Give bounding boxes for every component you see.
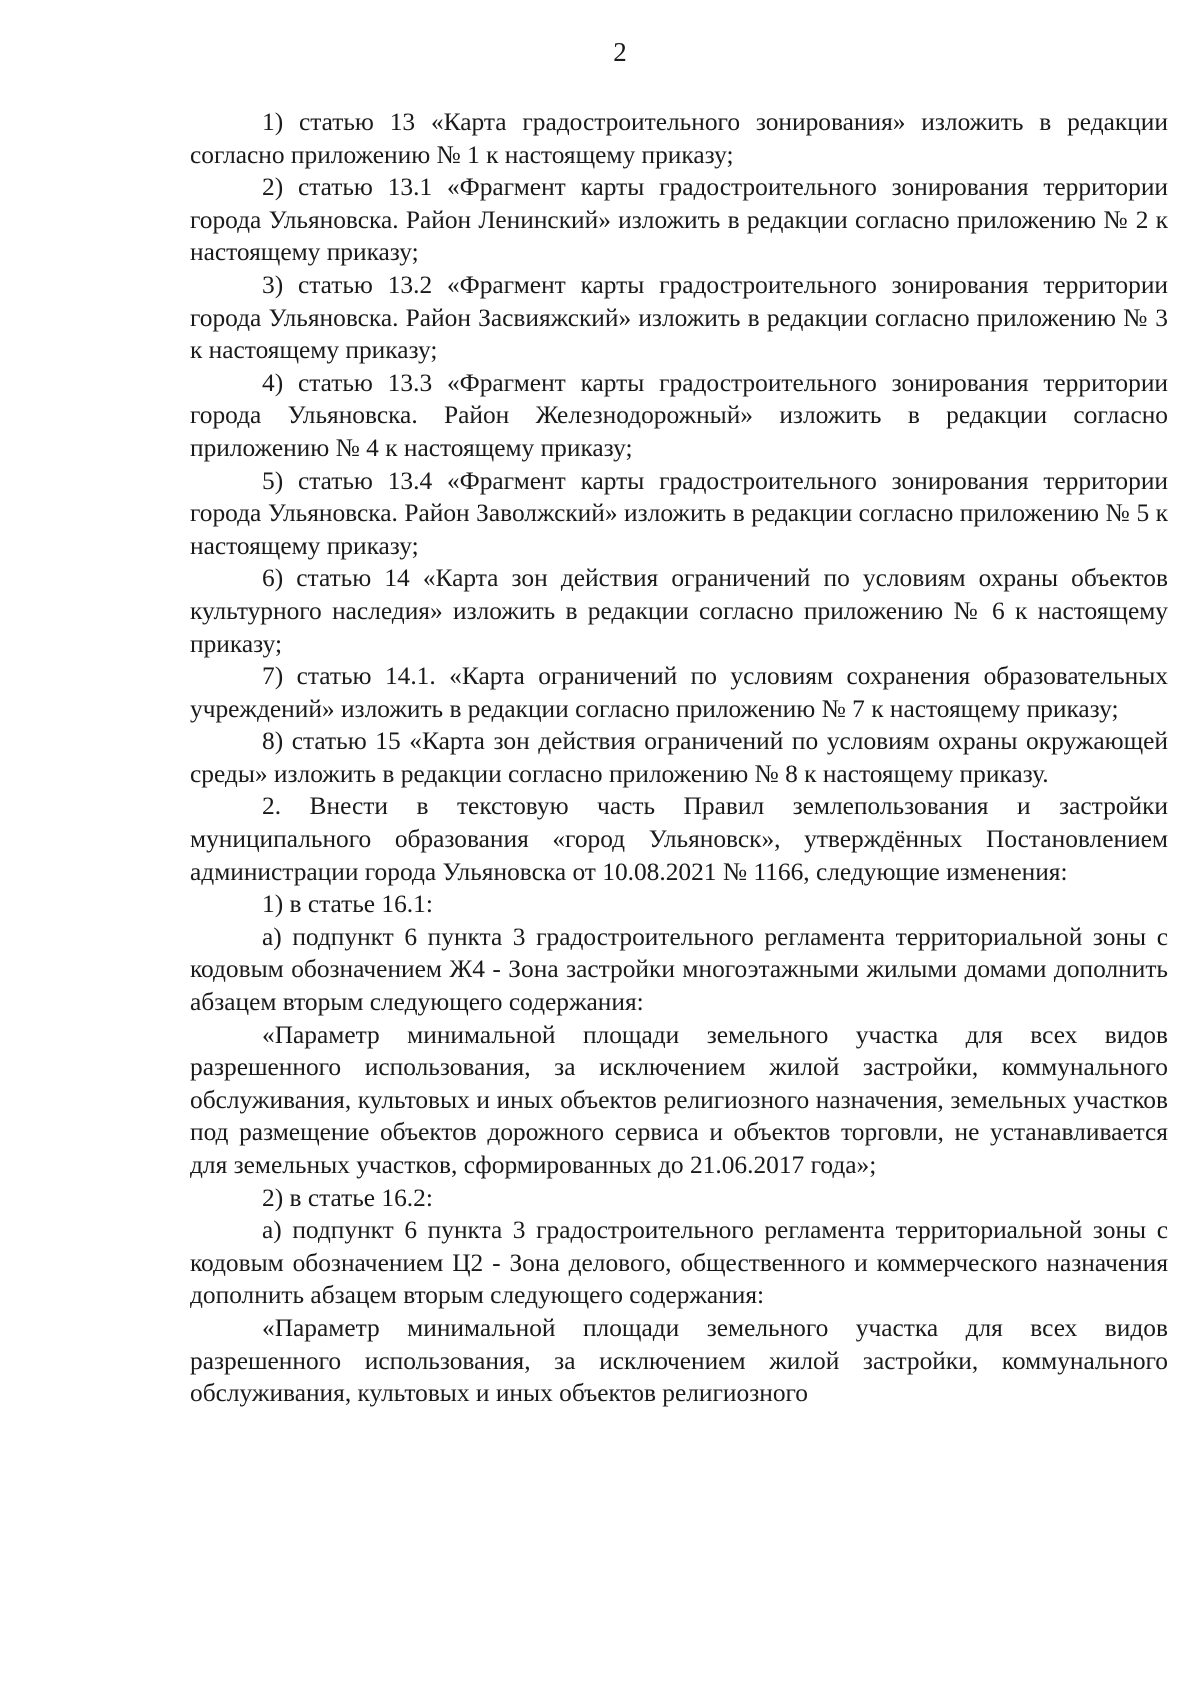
paragraph-item-6: 6) статью 14 «Карта зон действия ограничений по условиям охраны объектов культурного наследия» изложить в редакции согласно приложению № 6 к настоящему приказу; — [190, 564, 1168, 658]
paragraph-item-8: 8) статью 15 «Карта зон действия ограничений по условиям охраны окружающей среды» изложить в редакции согласно приложению № 8 к настоящему приказу. — [190, 727, 1168, 788]
paragraph-subitem-a-zh4: а) подпункт 6 пункта 3 градостроительного регламента территориальной зоны с кодовым обозначением Ж4 - Зона застройки многоэтажными жилыми домами дополнить абзацем вторым следующего содержания: — [190, 922, 1168, 1017]
page-number: 2 — [613, 37, 627, 67]
document-body — [190, 106, 1168, 1410]
paragraph-article-16-2: 2) в статье 16.2: — [262, 1183, 433, 1212]
paragraph-item-5: 5) статью 13.4 «Фрагмент карты градостроительного зонирования территории города Ульяновска. Район Заволжский» изложить в редакции согласно приложению № 5 к настоящему приказу; — [190, 466, 1168, 560]
paragraph-item-7: 7) статью 14.1. «Карта ограничений по условиям сохранения образовательных учреждений» изложить в редакции согласно приложению № 7 к настоящему приказу; — [190, 662, 1168, 723]
paragraph-item-3: 3) статью 13.2 «Фрагмент карты градостроительного зонирования территории города Ульяновска. Район Засвияжский» изложить в редакции согласно приложению № 3 к настоящему приказу; — [190, 270, 1168, 365]
paragraph-item-4: 4) статью 13.3 «Фрагмент карты градостроительного зонирования территории города Ульяновска. Район Железнодорожный» изложить в редакции согласно приложению № 4 к настоящему приказу; — [190, 368, 1168, 462]
paragraph-quote-ts2: «Параметр минимальной площади земельного участка для всех видов разрешенного использования, за исключением жилой застройки, коммунального обслуживания, культовых и иных объектов религиозного — [190, 1313, 1168, 1408]
paragraph-item-2: 2) статью 13.1 «Фрагмент карты градостроительного зонирования территории города Ульяновска. Район Ленинский» изложить в редакции согласно приложению № 2 к настоящему приказу; — [190, 173, 1168, 267]
paragraph-section-2: 2. Внести в текстовую часть Правил землепользования и застройки муниципального образования «город Ульяновск», утверждённых Постановлением администрации города Ульяновска от 10.08.2021 № 1166, следующие изменения: — [190, 792, 1168, 886]
paragraph-quote-zh4: «Параметр минимальной площади земельного участка для всех видов разрешенного использования, за исключением жилой застройки, коммунального обслуживания, культовых и иных объектов религиозного назначения, земельных участков под размещение объектов дорожного сервиса и объектов торговли, не устанавливается для земельных участков, сформированных до 21.06.2017 года»; — [190, 1020, 1168, 1179]
paragraph-article-16-1: 1) в статье 16.1: — [262, 890, 433, 919]
paragraph-item-1: 1) статью 13 «Карта градостроительного зонирования» изложить в редакции согласно приложению № 1 к настоящему приказу; — [190, 108, 1168, 169]
paragraph-subitem-a-ts2: а) подпункт 6 пункта 3 градостроительного регламента территориальной зоны с кодовым обозначением Ц2 - Зона делового, общественного и коммерческого назначения дополнить абзацем вторым следующего содержания: — [190, 1216, 1168, 1310]
